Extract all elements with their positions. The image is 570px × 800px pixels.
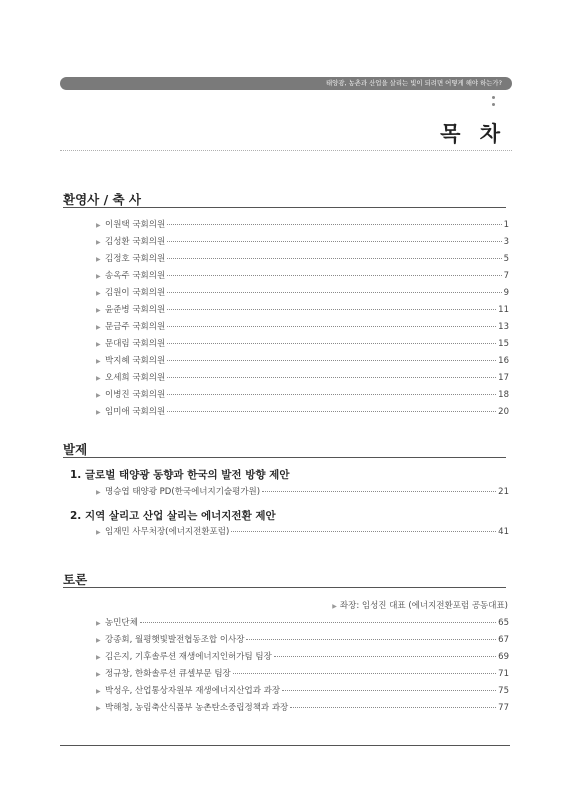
bullet-arrow-icon: ▶ <box>332 603 337 610</box>
toc-row[interactable] <box>96 388 509 405</box>
dot-leader <box>262 491 496 492</box>
toc-row[interactable] <box>96 525 509 542</box>
toc-label: 문대림 국회의원 <box>105 339 166 349</box>
presenter-label: 임재민 사무처장(에너지전환포럼) <box>105 527 230 537</box>
toc-page-number: 77 <box>498 703 509 713</box>
bullet-arrow-icon: ▶ <box>96 324 101 331</box>
toc-page-number: 67 <box>498 635 509 645</box>
section-heading-presentation: 발제 <box>63 442 88 457</box>
toc-row[interactable] <box>96 667 509 684</box>
toc-page-number: 75 <box>498 686 509 696</box>
discussion-list <box>96 616 509 718</box>
toc-label: 오세희 국회의원 <box>105 373 166 383</box>
bullet-arrow-icon: ▶ <box>96 620 101 627</box>
toc-row[interactable] <box>96 701 509 718</box>
toc-label: 윤준병 국회의원 <box>105 305 166 315</box>
toc-page-number: 20 <box>498 407 509 417</box>
dot-leader <box>167 258 501 259</box>
bullet-arrow-icon: ▶ <box>96 489 101 496</box>
dot-leader <box>167 377 496 378</box>
toc-page-number: 5 <box>503 254 509 264</box>
toc-row[interactable] <box>96 235 509 252</box>
toc-row[interactable] <box>96 286 509 303</box>
toc-row[interactable] <box>96 684 509 701</box>
toc-page-number: 11 <box>498 305 509 315</box>
toc-row[interactable] <box>96 371 509 388</box>
toc-label: 김정호 국회의원 <box>105 254 166 264</box>
toc-row[interactable] <box>96 485 509 502</box>
toc-page-number: 41 <box>498 527 509 537</box>
bullet-arrow-icon: ▶ <box>96 409 101 416</box>
toc-page-number: 21 <box>498 487 509 497</box>
toc-page-number: 16 <box>498 356 509 366</box>
bullet-arrow-icon: ▶ <box>96 239 101 246</box>
dot-leader <box>167 343 496 344</box>
section-rule-presentation <box>63 457 506 458</box>
bullet-arrow-icon: ▶ <box>96 392 101 399</box>
toc-row[interactable] <box>96 337 509 354</box>
bullet-arrow-icon: ▶ <box>96 341 101 348</box>
running-header-bar <box>60 77 512 90</box>
chair-line <box>332 599 508 611</box>
title-divider <box>60 150 512 151</box>
toc-page-number: 7 <box>503 271 509 281</box>
toc-page-number: 9 <box>503 288 509 298</box>
dot-leader <box>167 394 496 395</box>
bullet-arrow-icon: ▶ <box>96 654 101 661</box>
toc-label: 김은지, 기후솔루션 재생에너지인허가팀 팀장 <box>105 652 272 662</box>
toc-label: 정규창, 한화솔루션 큐셀부문 팀장 <box>105 669 231 679</box>
toc-label: 문금주 국회의원 <box>105 322 166 332</box>
bullet-arrow-icon: ▶ <box>96 256 101 263</box>
dot-leader <box>167 360 496 361</box>
toc-page-number: 71 <box>498 669 509 679</box>
toc-row[interactable] <box>96 320 509 337</box>
toc-row[interactable] <box>96 218 509 235</box>
presenter-label: 명승엽 태양광 PD(한국에너지기술평가원) <box>105 487 261 497</box>
talk-presenter-list <box>96 525 509 542</box>
dot-leader <box>140 622 496 623</box>
bullet-arrow-icon: ▶ <box>96 529 101 536</box>
toc-label: 송옥주 국회의원 <box>105 271 166 281</box>
toc-page-number: 17 <box>498 373 509 383</box>
dot-leader <box>290 707 496 708</box>
dot-leader <box>167 292 501 293</box>
toc-row[interactable] <box>96 650 509 667</box>
toc-label: 김원이 국회의원 <box>105 288 166 298</box>
toc-label: 임미애 국회의원 <box>105 407 166 417</box>
dot-leader <box>167 241 501 242</box>
dot-leader <box>282 690 496 691</box>
dot-leader <box>274 656 496 657</box>
toc-row[interactable] <box>96 405 509 422</box>
talk-presenter-list <box>96 485 509 502</box>
bullet-arrow-icon: ▶ <box>96 637 101 644</box>
toc-label: 김성환 국회의원 <box>105 237 166 247</box>
dot-leader <box>233 673 496 674</box>
dot-leader <box>167 326 496 327</box>
bullet-arrow-icon: ▶ <box>96 358 101 365</box>
chair-label: 좌장: 임성진 대표 (에너지전환포럼 공동대표) <box>339 601 508 611</box>
header-dots-ornament <box>491 96 497 110</box>
dot-leader <box>246 639 496 640</box>
talk-title: 1. 글로벌 태양광 동향과 한국의 발전 방향 제안 <box>70 469 290 481</box>
dot-leader <box>167 224 501 225</box>
toc-row[interactable] <box>96 269 509 286</box>
bullet-arrow-icon: ▶ <box>96 375 101 382</box>
bullet-arrow-icon: ▶ <box>96 671 101 678</box>
bullet-arrow-icon: ▶ <box>96 688 101 695</box>
bullet-arrow-icon: ▶ <box>96 290 101 297</box>
welcome-list <box>96 218 509 422</box>
dot-leader <box>231 531 496 532</box>
toc-label: 이병진 국회의원 <box>105 390 166 400</box>
toc-page-number: 13 <box>498 322 509 332</box>
dot-leader <box>167 309 496 310</box>
toc-label: 박성우, 산업통상자원부 재생에너지산업과 과장 <box>105 686 281 696</box>
toc-page-number: 3 <box>503 237 509 247</box>
dot-leader <box>167 411 496 412</box>
bullet-arrow-icon: ▶ <box>96 307 101 314</box>
bullet-arrow-icon: ▶ <box>96 273 101 280</box>
toc-label: 이원택 국회의원 <box>105 220 166 230</box>
toc-label: 강종회, 월평햇빛발전협동조합 이사장 <box>105 635 245 645</box>
toc-label: 박지혜 국회의원 <box>105 356 166 366</box>
section-heading-welcome: 환영사 / 축 사 <box>63 192 141 207</box>
footer-divider <box>60 745 510 746</box>
section-rule-welcome <box>63 207 506 208</box>
talk-title: 2. 지역 살리고 산업 살리는 에너지전환 제안 <box>70 510 276 522</box>
toc-row[interactable] <box>96 616 509 633</box>
toc-row[interactable] <box>96 252 509 269</box>
toc-row[interactable] <box>96 303 509 320</box>
bullet-arrow-icon: ▶ <box>96 222 101 229</box>
page-title: 목 차 <box>440 122 506 146</box>
toc-page-number: 65 <box>498 618 509 628</box>
toc-label: 박해청, 농림축산식품부 농촌탄소중립정책과 과장 <box>105 703 289 713</box>
section-heading-discussion: 토론 <box>63 572 88 587</box>
toc-label: 농민단체 <box>105 618 138 628</box>
toc-page-number: 69 <box>498 652 509 662</box>
toc-page-number: 1 <box>503 220 509 230</box>
toc-row[interactable] <box>96 354 509 371</box>
bullet-arrow-icon: ▶ <box>96 705 101 712</box>
dot-leader <box>167 275 501 276</box>
toc-page-number: 15 <box>498 339 509 349</box>
running-header-title: 태양광, 농촌과 산업을 살리는 빛이 되려면 어떻게 해야 하는가? <box>325 79 502 87</box>
section-rule-discussion <box>63 587 506 588</box>
toc-row[interactable] <box>96 633 509 650</box>
toc-page-number: 18 <box>498 390 509 400</box>
